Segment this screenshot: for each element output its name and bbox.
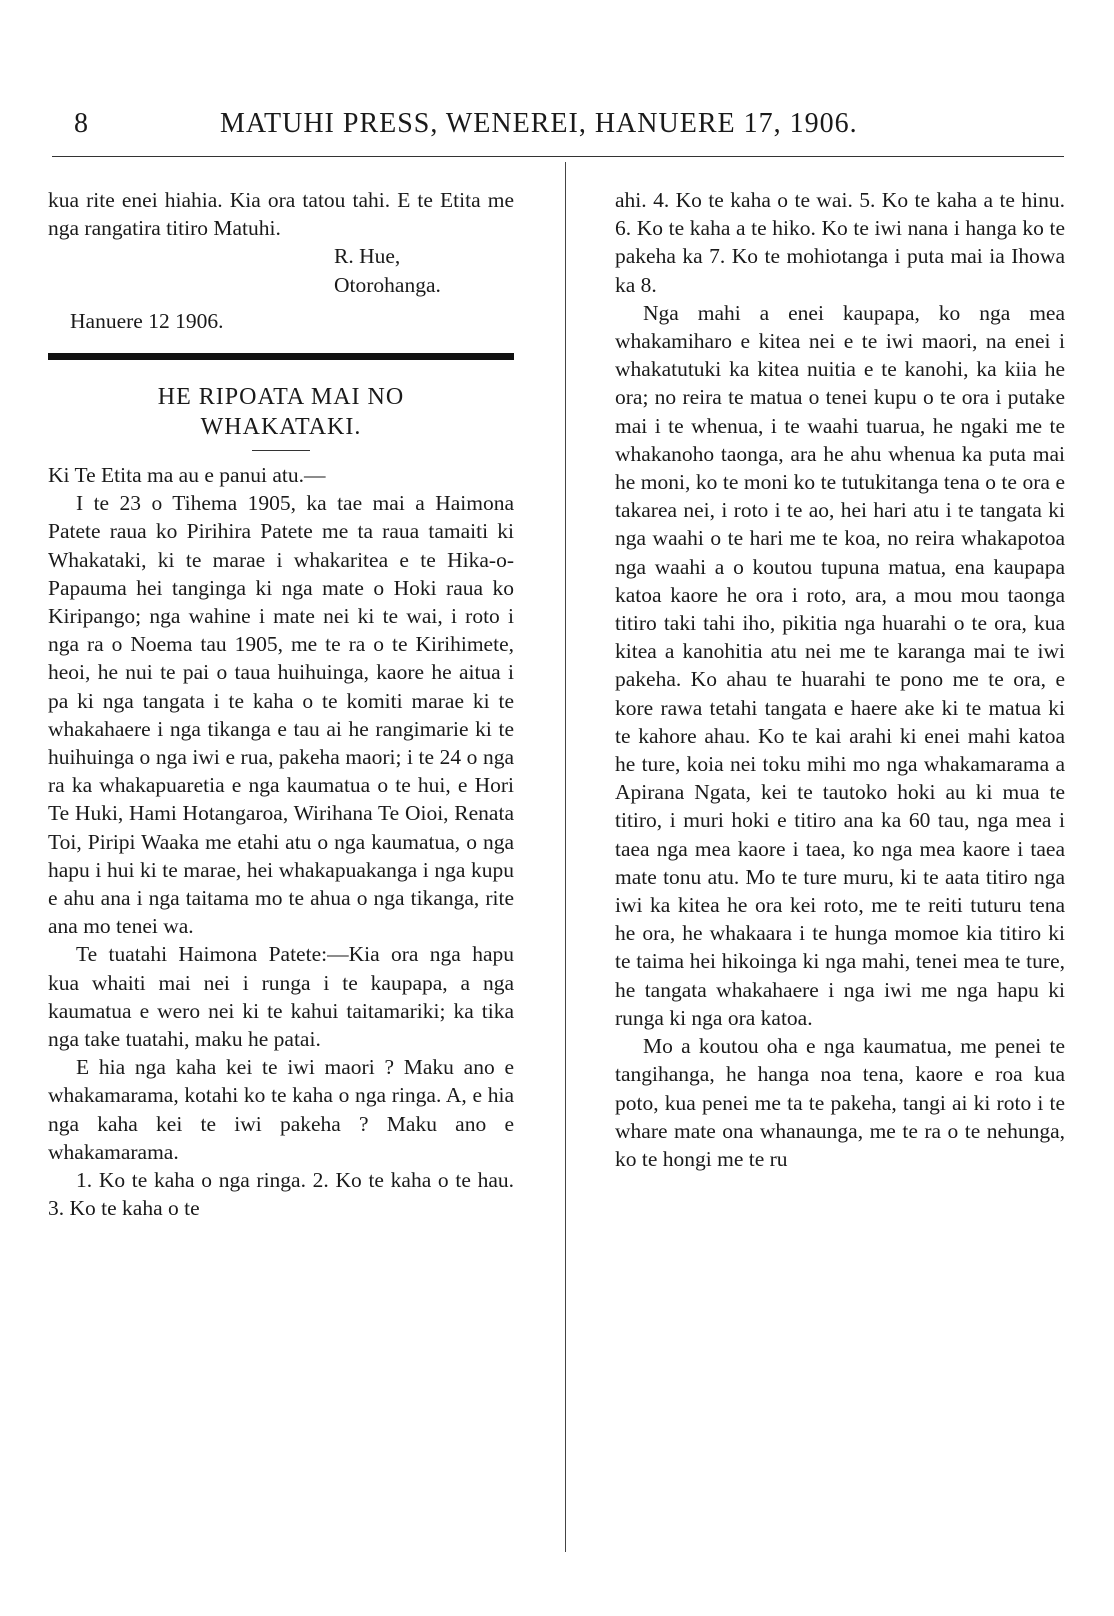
page-number: 8 (74, 108, 89, 139)
title-rule (252, 450, 310, 451)
article-title-line: HE RIPOATA MAI NO (157, 384, 405, 411)
header-rule (52, 156, 1064, 157)
signature-name: R. Hue, (334, 244, 401, 269)
article-title-line: WHAKATAKI. (200, 414, 362, 441)
column-divider (565, 162, 566, 1552)
article-paragraph: I te 23 o Tihema 1905, ka tae mai a Haimona Patete raua ko Pirihira Patete me ta raua tamaiti ki Whakataki, ki te marae i whakaritea e te Hika-o-Papauma hei tanginga ki nga mate o Hoki raua ko Kiripango; nga wahine i mate nei ki te wai, i roto i nga ra o Noema tau 1905, me te ra o te Kirihimete, heoi, he nui te pai o taua huihuinga, kaore he aitua i pa ki nga tangata i te kaha o te komiti marae ki te whakahaere i nga tikanga e tau ai he rangimarie ki te huihuinga o nga iwi e rua, pakeha maori; i te 24 o nga ra ka whakapuaretia e nga kaumatua o te hui, e Hori Te Huki, Hami Hotangaroa, Wirihana Te Oioi, Renata Toi, Piripi Waaka me etahi atu o nga kaumatua, o nga hapu i hui ki te marae, hei whakapuakanga i nga kupu e ahu ana i nga taitama mo te ahua o nga tikanga, rite ana mo tenei wa. (48, 491, 514, 939)
article-title (48, 382, 514, 442)
left-column (48, 186, 514, 1223)
signature-place: Otorohanga. (334, 272, 441, 297)
article-paragraph: Mo a koutou oha e nga kaumatua, me penei te tangihanga, he hanga noa tena, kaore e roa kua poto, kua penei me ta te pakeha, tangi ai ki roto i te whare mate ona whanaunga, me te ra o te nehunga, ko te hongi me te ru (615, 1034, 1065, 1171)
article-paragraph: Nga mahi a enei kaupapa, ko nga mea whakamiharo e kitea nei e te iwi maori, na enei i whakatutuki ka kitea nuitia e te kanohi, ka kiia he ora; no reira te matua o tenei kupu o te ora i putake mai i te whenua, i te waahi tuarua, he ngaki me te whakanoho taonga, ara he ahu whenua ka puta mai he moni, ko te moni ko te tutukitanga tena o te ora e takarea nei, i roto i te ao, hei hari atu i te tangata ki nga waahi o te hari me te koa, no reira whakapotoa nga waahi a o koutou tupuna matua, ena kaupapa katoa kaore he ora i roto, ara, a mou mou taonga titiro taki tahi iho, pikitia nga huarahi o te ora, kua kitea a kanohitia atu nei me te karanga mai te iwi pakeha. Ko ahau te huarahi te pono me te ora, e kore rawa tetahi tangata e haere ake ki te matua ki te kahore ahau. Ko te kai arahi ki enei mahi katoa he ture, koia nei toku mihi mo nga whakamarama a Apirana Ngata, kei te tautoko hoki au ki mua te titiro, i muri hoki e titiro ana ka 60 tau, nga mea i taea nga mea kaore i taea, ko nga mea kaore i taea mate tonu atu. Mo te ture muru, ki te aata titiro nga iwi ka kitea he ora kei roto, me te reiti tuturu tena he ora, he whakaara i te hunga momoe kia titiro ki te taima hei hikoinga ki nga mahi, tenei mea te ture, he tangata whakahaere i nga iwi me nga hapu ki runga ki nga ora katoa. (615, 300, 1065, 1030)
letter-closing-text: kua rite enei hiahia. Kia ora tatou tahi. E te Etita me nga rangatira titiro Matuhi. (48, 188, 514, 241)
article-paragraph: 1. Ko te kaha o nga ringa. 2. Ko te kaha o te hau. 3. Ko te kaha o te (48, 1168, 514, 1221)
page-header (60, 104, 1060, 144)
dateline: Hanuere 12 1906. (70, 308, 224, 333)
article-paragraph: E hia nga kaha kei te iwi maori ? Maku ano e whakamarama, kotahi ko te kaha o nga ringa. A, e hia nga kaha kei te iwi pakeha ? Maku ano e whakamarama. (48, 1055, 514, 1164)
right-column (615, 186, 1065, 1173)
article-paragraph: Te tuatahi Haimona Patete:—Kia ora nga hapu kua whaiti mai nei i runga i te kaupapa, a nga kaumatua e wero nei ki te kahui taitamariki; ka tika nga take tuatahi, maku he patai. (48, 942, 514, 1052)
article-paragraph: ahi. 4. Ko te kaha o te wai. 5. Ko te kaha a te hinu. 6. Ko te kaha a te hiko. Ko te iwi nana i hanga ko te pakeha ka 7. Ko te mohiotanga i puta mai ia Ihowa ka 8. (615, 188, 1065, 297)
article-paragraph: Ki Te Etita ma au e panui atu.— (48, 463, 326, 488)
section-divider (48, 353, 514, 360)
masthead: MATUHI PRESS, WENEREI, HANUERE 17, 1906. (220, 108, 858, 139)
